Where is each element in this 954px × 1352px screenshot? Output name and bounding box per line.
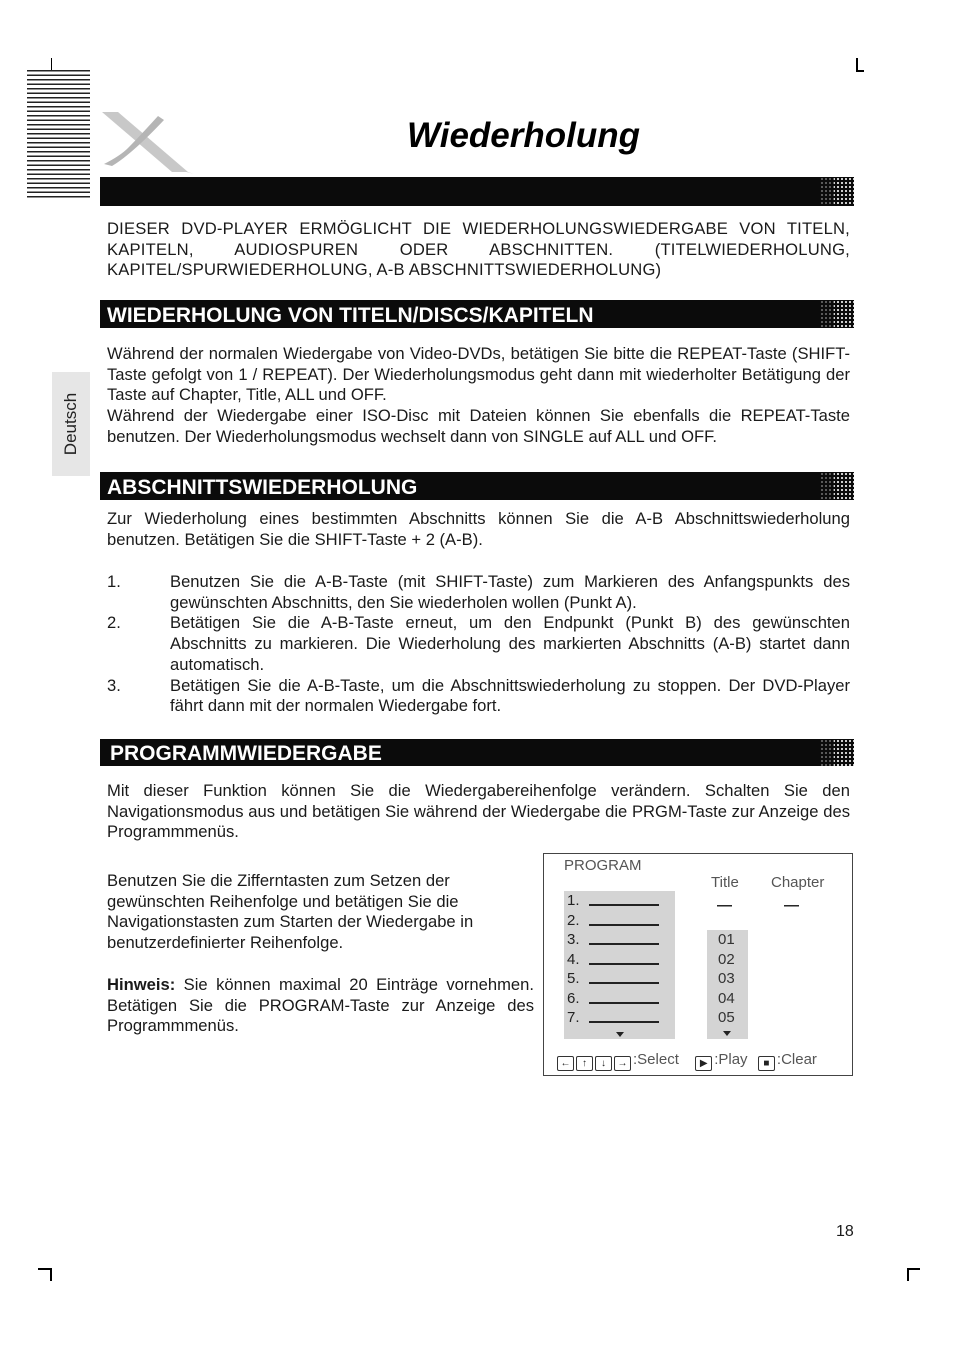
title-value: 01 [718,931,735,948]
program-slot-line [589,982,659,984]
stop-icon: ■ [758,1056,775,1071]
title-value: 02 [718,950,735,968]
right-arrow-icon: → [614,1056,631,1071]
title-value: 05 [718,1009,735,1026]
list-item-number: 3. [107,675,121,695]
program-paragraph: Benutzen Sie die Zifferntasten zum Setzen der gewünschten Reihenfolge und betätigen Sie die Navigationstasten zum Starten der Wiedergabe in benutzerdefinierter Reihenfolge. [107,871,474,953]
page-title: Wiederholung [407,116,641,155]
page-number: 18 [836,1223,854,1240]
chapter-dash: — [784,897,799,914]
left-arrow-icon: ← [557,1056,574,1071]
crop-mark-bottom-right-v [907,1268,909,1281]
decorative-stripes [27,70,90,200]
menu-footer [557,1051,817,1071]
program-note [107,975,534,1037]
intro-paragraph: DIESER DVD-PLAYER ERMÖGLICHT DIE WIEDERHOLUNGSWIEDERGABE VON TITELN, KAPITELN, AUDIOSPUREN ODER ABSCHNITTEN. (TITELWIEDERHOLUNG, KAPITEL/SPURWIEDERHOLUNG, A-B ABSCHNITTSWIEDERHOLUNG) [107,219,850,280]
list-item [107,572,850,613]
crop-mark-bottom-right [907,1268,920,1270]
list-item-text: Betätigen Sie die A-B-Taste erneut, um den Endpunkt (Punkt B) des gewünschten Abschnitts zu markieren. Die Wiederholung des markierten Abschnitts (A-B) startet dann automatisch. [170,613,850,674]
column-header-title: Title [711,874,739,891]
titles-paragraph-1: Während der normalen Wiedergabe von Video-DVDs, betätigen Sie bitte die REPEAT-Taste (SHIFT-Taste gefolgt von 1 / REPEAT). Der Wiederholungsmodus geht dann mit wiederholter Betätigung der Taste auf Chapter, Title, ALL und OFF. [107,344,850,405]
titles-section-body [107,344,850,448]
program-menu-title: PROGRAM [564,857,642,874]
scroll-down-icon [723,1031,731,1036]
crop-mark-bottom-left-v [50,1268,52,1281]
program-slot-line [589,943,659,945]
section-heading-ab [100,472,854,500]
title-dash: — [717,897,732,914]
title-value: 03 [718,970,735,987]
list-item-number: 1. [107,572,121,591]
ab-steps-list [107,572,850,717]
program-slot-label: 1. [567,892,580,909]
program-slot-line [589,904,659,906]
list-item [107,613,850,675]
program-slot-label: 5. [567,970,580,987]
section-heading-program [100,739,854,766]
crop-mark-top-right-h [856,70,864,72]
footer-select-label: :Select [633,1051,679,1068]
program-slot-label: 4. [567,950,580,968]
section-heading-text: PROGRAMMWIEDERGABE [110,742,382,765]
list-item-text: Benutzen Sie die A-B-Taste (mit SHIFT-Taste) zum Markieren des Anfangspunkts des gewünschten Abschnitts, den Sie wiederholen wollen (Punkt A). [170,572,850,612]
ab-intro: Zur Wiederholung eines bestimmten Abschnitts können Sie die A-B Abschnittswiederholung benutzen. Betätigen Sie die SHIFT-Taste + 2 (A-B). [107,509,850,549]
list-item-number: 2. [107,613,121,633]
program-slot-line [589,1021,659,1023]
footer-clear-label: :Clear [776,1051,817,1068]
note-label: Hinweis: [107,975,176,994]
column-header-chapter: Chapter [771,874,825,891]
program-menu-figure [543,853,853,1076]
section-heading-text: ABSCHNITTSWIEDERHOLUNG [107,476,418,499]
program-slot-label: 2. [567,911,580,929]
language-tab-label: Deutsch [61,392,80,456]
program-slot-line [589,924,659,926]
program-slot-line [589,963,659,965]
program-intro: Mit dieser Funktion können Sie die Wiedergabereihenfolge verändern. Schalten Sie den Navigationsmodus aus und betätigen Sie während der Wiedergabe die PRGM-Taste zur Anzeige des Programmmenüs. [107,781,850,842]
program-slot-line [589,1002,659,1004]
list-item-text: Betätigen Sie die A-B-Taste, um die Abschnittswiederholung zu stoppen. Der DVD-Player fährt dann mit der normalen Wiedergabe fort. [170,675,850,716]
up-arrow-icon: ↑ [576,1056,593,1071]
footer-play-label: :Play [714,1051,748,1068]
program-slot-label: 7. [567,1009,580,1026]
language-tab [52,372,90,476]
list-item [107,676,850,717]
play-icon: ▶ [695,1056,712,1071]
note-text: Sie können maximal 20 Einträge vornehmen. Betätigen Sie die PROGRAM-Taste zur Anzeige des Programmmenüs. [107,975,534,1036]
brand-logo [98,108,198,178]
program-slot-label: 3. [567,931,580,948]
program-slots-panel [564,891,675,1039]
program-slot-label: 6. [567,989,580,1007]
scroll-down-icon [616,1032,624,1037]
section-heading-titles [100,300,854,328]
section-heading-text: WIEDERHOLUNG VON TITELN/DISCS/KAPITELN [107,304,594,327]
down-arrow-icon: ↓ [595,1056,612,1071]
title-value: 04 [718,989,735,1007]
titles-paragraph-2: Während der Wiedergabe einer ISO-Disc mit Dateien können Sie ebenfalls die REPEAT-Taste benutzen. Der Wiederholungsmodus wechselt dann von SINGLE auf ALL und OFF. [107,406,850,446]
title-bar [100,177,854,206]
